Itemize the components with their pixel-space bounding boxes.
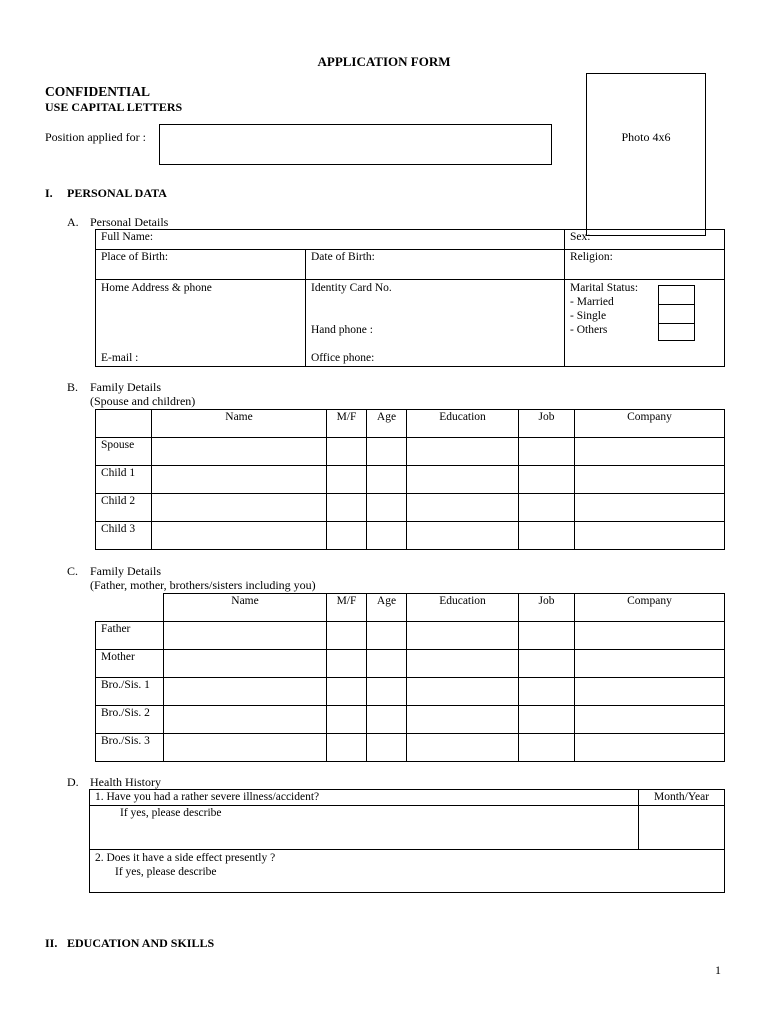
cell[interactable]	[519, 438, 575, 466]
position-input[interactable]	[159, 124, 552, 165]
col-education: Education	[407, 410, 519, 438]
married-checkbox[interactable]	[659, 286, 694, 305]
cell[interactable]	[519, 734, 575, 762]
row-label: Child 3	[96, 522, 152, 550]
subsection-b-title: Family Details	[90, 380, 161, 394]
cell[interactable]	[575, 522, 725, 550]
table-row	[96, 622, 725, 650]
col-age: Age	[367, 594, 407, 622]
question-2: 2. Does it have a side effect presently ?	[95, 852, 276, 864]
cell[interactable]	[519, 494, 575, 522]
col-name: Name	[152, 410, 327, 438]
row-label: Father	[96, 622, 164, 650]
photo-box[interactable]	[586, 73, 706, 236]
col-mf: M/F	[327, 410, 367, 438]
cell[interactable]	[327, 494, 367, 522]
cell[interactable]	[367, 678, 407, 706]
cell[interactable]	[327, 678, 367, 706]
full-name-field[interactable]	[96, 230, 565, 250]
form-title: APPLICATION FORM	[317, 54, 451, 69]
row-label: Bro./Sis. 3	[96, 734, 164, 762]
month-year-field[interactable]	[639, 806, 725, 850]
cell[interactable]	[407, 706, 519, 734]
subsection-d-letter: D.	[67, 775, 79, 789]
table-row	[96, 734, 725, 762]
religion-field[interactable]	[565, 250, 725, 280]
question-2-answer[interactable]	[90, 850, 725, 893]
subsection-c-title: Family Details	[90, 564, 161, 578]
table-row	[96, 438, 725, 466]
cell[interactable]	[327, 466, 367, 494]
cell[interactable]	[152, 466, 327, 494]
question-1: 1. Have you had a rather severe illness/accident?	[90, 790, 639, 806]
subsection-c-letter: C.	[67, 564, 79, 578]
cell[interactable]	[367, 522, 407, 550]
cell[interactable]	[152, 438, 327, 466]
cell[interactable]	[407, 522, 519, 550]
cell[interactable]	[575, 734, 725, 762]
col-education: Education	[407, 594, 519, 622]
cell[interactable]	[367, 622, 407, 650]
cell[interactable]	[575, 650, 725, 678]
subsection-a-title: Personal Details	[90, 215, 169, 229]
subsection-d-title: Health History	[90, 775, 161, 789]
col-mf: M/F	[327, 594, 367, 622]
personal-details-table	[95, 229, 725, 367]
cell[interactable]	[407, 466, 519, 494]
cell[interactable]	[164, 734, 327, 762]
hand-phone-label: Hand phone :	[311, 324, 373, 336]
cell[interactable]	[575, 622, 725, 650]
cell[interactable]	[327, 734, 367, 762]
cell[interactable]	[367, 734, 407, 762]
cell[interactable]	[407, 494, 519, 522]
use-capital-label: USE CAPITAL LETTERS	[45, 100, 183, 114]
cell[interactable]	[519, 622, 575, 650]
cell[interactable]	[407, 734, 519, 762]
cell[interactable]	[407, 678, 519, 706]
col-name: Name	[164, 594, 327, 622]
marital-status-label: Marital Status:	[570, 282, 639, 294]
cell[interactable]	[407, 650, 519, 678]
cell[interactable]	[327, 522, 367, 550]
confidential-label: CONFIDENTIAL	[45, 84, 151, 99]
cell[interactable]	[327, 706, 367, 734]
family-parents-table	[95, 593, 725, 762]
cell[interactable]	[407, 622, 519, 650]
sex-label: Sex:	[570, 231, 591, 243]
row-label: Bro./Sis. 2	[96, 706, 164, 734]
section-1-number: I.	[45, 186, 53, 200]
cell[interactable]	[519, 650, 575, 678]
cell[interactable]	[367, 650, 407, 678]
subsection-b-letter: B.	[67, 380, 79, 394]
office-phone-label: Office phone:	[311, 352, 375, 364]
row-label: Child 2	[96, 494, 152, 522]
cell[interactable]	[519, 466, 575, 494]
others-checkbox[interactable]	[659, 324, 694, 342]
date-of-birth-field[interactable]	[306, 250, 565, 280]
cell[interactable]	[164, 706, 327, 734]
cell[interactable]	[407, 438, 519, 466]
row-label: Child 1	[96, 466, 152, 494]
others-label: - Others	[570, 324, 608, 336]
row-label: Bro./Sis. 1	[96, 678, 164, 706]
row-label: Mother	[96, 650, 164, 678]
subsection-b-subtitle: (Spouse and children)	[90, 394, 196, 408]
cell[interactable]	[575, 466, 725, 494]
position-label: Position applied for :	[45, 130, 146, 144]
col-job: Job	[519, 594, 575, 622]
cell[interactable]	[367, 466, 407, 494]
full-name-label: Full Name:	[101, 231, 154, 243]
cell[interactable]	[575, 678, 725, 706]
section-2-number: II.	[45, 936, 58, 950]
married-label: - Married	[570, 296, 614, 308]
cell[interactable]	[327, 650, 367, 678]
col-company: Company	[575, 594, 725, 622]
month-year-header: Month/Year	[639, 790, 725, 806]
col-job: Job	[519, 410, 575, 438]
place-of-birth-label: Place of Birth:	[101, 251, 169, 263]
table-row	[96, 706, 725, 734]
table-row	[96, 522, 725, 550]
question-1-answer[interactable]	[90, 806, 639, 850]
home-address-label: Home Address & phone	[101, 282, 212, 294]
table-row	[96, 494, 725, 522]
health-history-table	[89, 789, 725, 893]
identity-card-field[interactable]	[306, 280, 565, 367]
table-row	[96, 678, 725, 706]
subsection-a-letter: A.	[67, 215, 79, 229]
marital-status-field	[565, 280, 725, 367]
single-label: - Single	[570, 310, 607, 322]
cell[interactable]	[327, 622, 367, 650]
cell[interactable]	[575, 494, 725, 522]
family-spouse-table	[95, 409, 725, 550]
table-row	[96, 650, 725, 678]
marital-checkbox-group	[658, 285, 695, 341]
section-1-heading: PERSONAL DATA	[67, 186, 167, 200]
cell[interactable]	[367, 706, 407, 734]
photo-label: Photo 4x6	[621, 130, 671, 144]
section-2-heading: EDUCATION AND SKILLS	[67, 936, 215, 950]
single-checkbox[interactable]	[659, 305, 694, 324]
question-1-sub: If yes, please describe	[120, 807, 222, 819]
cell[interactable]	[164, 650, 327, 678]
cell[interactable]	[367, 494, 407, 522]
cell[interactable]	[152, 522, 327, 550]
cell[interactable]	[152, 494, 327, 522]
header-blank	[96, 594, 164, 622]
page-number: 1	[715, 963, 721, 977]
header-blank	[96, 410, 152, 438]
question-2-sub: If yes, please describe	[115, 866, 217, 878]
home-address-field[interactable]	[96, 280, 306, 367]
date-of-birth-label: Date of Birth:	[311, 251, 375, 263]
cell[interactable]	[575, 706, 725, 734]
cell[interactable]	[519, 522, 575, 550]
cell[interactable]	[519, 678, 575, 706]
identity-card-label: Identity Card No.	[311, 282, 392, 294]
row-label: Spouse	[96, 438, 152, 466]
col-company: Company	[575, 410, 725, 438]
cell[interactable]	[519, 706, 575, 734]
cell[interactable]	[164, 622, 327, 650]
table-row	[96, 466, 725, 494]
sex-field[interactable]	[565, 230, 725, 250]
cell[interactable]	[367, 438, 407, 466]
place-of-birth-field[interactable]	[96, 250, 306, 280]
col-age: Age	[367, 410, 407, 438]
cell[interactable]	[327, 438, 367, 466]
cell[interactable]	[575, 438, 725, 466]
email-label: E-mail :	[101, 352, 139, 364]
cell[interactable]	[164, 678, 327, 706]
religion-label: Religion:	[570, 251, 613, 263]
subsection-c-subtitle: (Father, mother, brothers/sisters including you)	[90, 578, 316, 592]
